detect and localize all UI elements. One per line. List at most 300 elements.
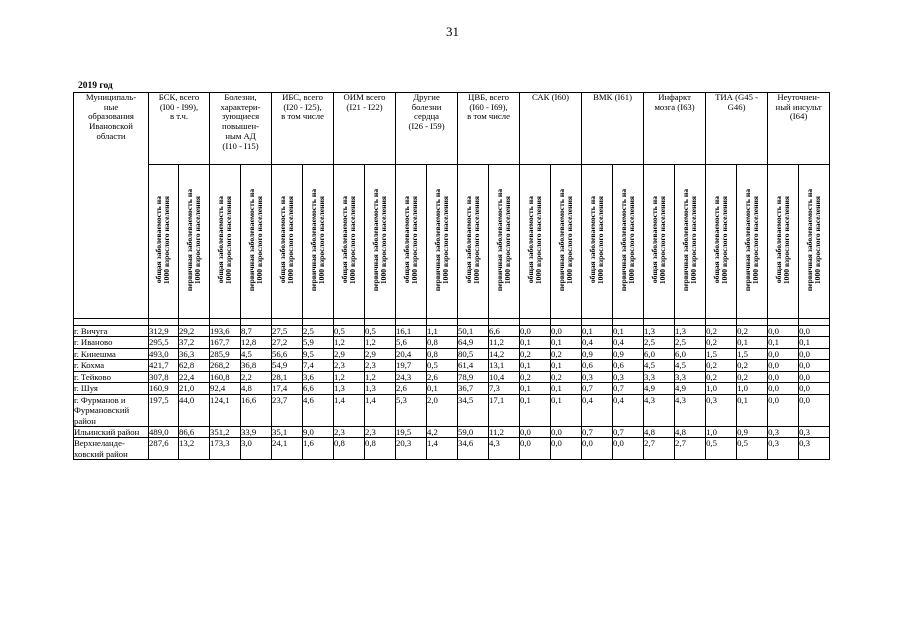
group-header-line: сердца xyxy=(414,111,440,122)
group-header xyxy=(458,93,520,165)
rotated-header-line: 1000 взрослого населения xyxy=(534,196,544,285)
table-cell: 34,6 xyxy=(458,438,489,460)
table-cell: 0,2 xyxy=(737,371,768,382)
table-cell: 19,5 xyxy=(396,426,427,437)
table-cell: 1,3 xyxy=(644,326,675,337)
table-cell: 0,1 xyxy=(737,337,768,348)
primary-morbidity-header xyxy=(427,165,458,319)
rotated-header-line: 1000 взрослого населения xyxy=(751,196,761,285)
group-header xyxy=(644,93,706,165)
table-cell: 193,6 xyxy=(210,326,241,337)
table-cell: 0,7 xyxy=(582,383,613,394)
spacer-cell xyxy=(303,319,334,326)
group-header xyxy=(520,93,582,165)
table-cell: 19,7 xyxy=(396,360,427,371)
table-cell: 1,1 xyxy=(427,326,458,337)
rotated-header-line: общая заболеваемость на xyxy=(339,196,349,284)
rotated-header-line: общая заболеваемость на xyxy=(277,196,287,284)
rotated-header-text xyxy=(403,196,419,284)
primary-morbidity-header xyxy=(737,165,768,319)
municipality-name: г. Иваново xyxy=(74,337,149,348)
table-cell: 56,6 xyxy=(272,348,303,359)
spacer-cell xyxy=(706,319,737,326)
table-cell: 0,1 xyxy=(582,326,613,337)
rotated-header-line: 1000 взрослого населения xyxy=(348,196,358,285)
table-cell: 0,2 xyxy=(737,360,768,371)
table-cell: 0,2 xyxy=(706,337,737,348)
table-cell: 489,0 xyxy=(149,426,179,437)
group-header-line: ный инсульт xyxy=(775,101,822,112)
table-cell: 0,0 xyxy=(799,394,830,426)
table-cell: 50,1 xyxy=(458,326,489,337)
rotated-header-line: первичная заболеваемость на xyxy=(494,189,504,292)
spacer-cell xyxy=(551,319,582,326)
group-header-line: Неуточнен- xyxy=(777,92,820,102)
table-cell: 2,3 xyxy=(334,360,365,371)
table-cell: 0,3 xyxy=(706,394,737,426)
table-cell: 0,0 xyxy=(799,383,830,394)
general-morbidity-header xyxy=(149,165,179,319)
table-cell: 0,0 xyxy=(520,426,551,437)
rotated-header-text xyxy=(620,189,636,291)
table-cell: 0,2 xyxy=(551,371,582,382)
group-header xyxy=(582,93,644,165)
rotated-header-line: 1000 взрослого населения xyxy=(193,196,202,285)
table-cell: 92,4 xyxy=(210,383,241,394)
group-header xyxy=(149,93,210,165)
table-cell: 1,2 xyxy=(334,371,365,382)
table-cell: 29,2 xyxy=(179,326,210,337)
table-cell: 0,3 xyxy=(799,426,830,437)
subheader-row xyxy=(74,165,830,319)
municipality-header-line: Муниципаль- xyxy=(85,92,137,102)
table-cell: 5,3 xyxy=(396,394,427,426)
rotated-header-line: 1000 взрослого населения xyxy=(782,196,792,285)
group-header-line: характери- xyxy=(220,101,261,112)
group-header-line: Болезни, xyxy=(224,92,257,102)
rotated-header-text xyxy=(279,196,295,284)
table-cell: 0,0 xyxy=(768,348,799,359)
table-cell: 295,5 xyxy=(149,337,179,348)
rotated-header-line: общая заболеваемость на xyxy=(215,196,225,284)
rotated-header-line: 1000 взрослого населения xyxy=(472,196,482,285)
table-cell: 0,5 xyxy=(365,326,396,337)
municipality-name: г. Фурманов и Фурмановский район xyxy=(74,394,149,426)
group-header-line: (I26 - I59) xyxy=(408,121,445,132)
rotated-header-line: первичная заболеваемость на xyxy=(742,189,752,292)
rotated-header-text xyxy=(651,196,667,284)
rotated-header-text xyxy=(527,196,543,284)
table-cell: 1,4 xyxy=(365,394,396,426)
general-morbidity-header xyxy=(334,165,365,319)
table-cell: 0,8 xyxy=(427,337,458,348)
rotated-header-line: первичная заболеваемость на xyxy=(680,189,690,292)
municipality-header-line: Ивановской xyxy=(89,121,133,132)
table-cell: 0,2 xyxy=(520,348,551,359)
municipality-header-line: образования xyxy=(88,111,134,122)
municipality-name: Ильинский район xyxy=(74,426,149,437)
rotated-header-line: 1000 взрослого населения xyxy=(224,196,234,285)
table-cell: 11,2 xyxy=(489,426,520,437)
table-cell: 1,4 xyxy=(334,394,365,426)
table-cell: 1,5 xyxy=(737,348,768,359)
table-cell: 4,5 xyxy=(675,360,706,371)
table-cell: 4,9 xyxy=(644,383,675,394)
general-morbidity-header xyxy=(210,165,241,319)
table-cell: 2,0 xyxy=(427,394,458,426)
table-cell: 0,1 xyxy=(768,337,799,348)
spacer-cell xyxy=(241,319,272,326)
table-cell: 78,9 xyxy=(458,371,489,382)
group-header xyxy=(396,93,458,165)
table-cell: 34,5 xyxy=(458,394,489,426)
table-cell: 0,9 xyxy=(613,348,644,359)
table-cell: 23,7 xyxy=(272,394,303,426)
rotated-header-line: 1000 взрослого населения xyxy=(162,196,172,285)
table-cell: 11,2 xyxy=(489,337,520,348)
morbidity-table xyxy=(73,92,830,460)
table-cell: 10,4 xyxy=(489,371,520,382)
table-cell: 61,4 xyxy=(458,360,489,371)
group-header xyxy=(334,93,396,165)
primary-morbidity-header xyxy=(489,165,520,319)
group-header xyxy=(706,93,768,165)
spacer-cell xyxy=(396,319,427,326)
spacer-cell xyxy=(768,319,799,326)
table-cell: 0,1 xyxy=(613,326,644,337)
rotated-header-text xyxy=(155,196,171,284)
table-cell: 0,0 xyxy=(551,326,582,337)
group-header-line: мозга (I63) xyxy=(654,101,695,112)
rotated-header-line: 1000 взрослого населения xyxy=(503,196,513,285)
table-cell: 173,3 xyxy=(210,438,241,460)
table-cell: 3,0 xyxy=(241,438,272,460)
group-header-line: в том числе xyxy=(467,111,510,122)
table-cell: 6,0 xyxy=(644,348,675,359)
rotated-header-text xyxy=(558,189,574,291)
primary-morbidity-header xyxy=(179,165,210,319)
spacer-cell xyxy=(582,319,613,326)
table-cell: 124,1 xyxy=(210,394,241,426)
table-cell: 7,4 xyxy=(303,360,334,371)
table-cell: 2,3 xyxy=(334,426,365,437)
table-cell: 0,4 xyxy=(582,394,613,426)
spacer-cell xyxy=(272,319,303,326)
table-cell: 0,1 xyxy=(551,383,582,394)
table-cell: 4,2 xyxy=(427,426,458,437)
spacer-cell xyxy=(210,319,241,326)
table-cell: 0,1 xyxy=(520,383,551,394)
group-header-line: САК (I60) xyxy=(532,92,570,102)
rotated-header-line: 1000 взрослого населения xyxy=(720,196,730,285)
table-cell: 35,1 xyxy=(272,426,303,437)
year-label: 2019 год xyxy=(78,81,113,91)
table-cell: 0,5 xyxy=(737,438,768,460)
primary-morbidity-header xyxy=(675,165,706,319)
table-cell: 0,5 xyxy=(334,326,365,337)
municipality-name: г. Кохма xyxy=(74,360,149,371)
group-header-line: зующиеся xyxy=(221,111,260,122)
table-cell: 268,2 xyxy=(210,360,241,371)
table-cell: 0,2 xyxy=(551,348,582,359)
spacer-cell xyxy=(520,319,551,326)
table-cell: 0,6 xyxy=(613,360,644,371)
general-morbidity-header xyxy=(706,165,737,319)
table-cell: 3,3 xyxy=(675,371,706,382)
group-header-line: ТИА (G45 - xyxy=(715,92,759,102)
rotated-header-line: 1000 взрослого населения xyxy=(286,196,296,285)
table-cell: 0,0 xyxy=(799,326,830,337)
table-cell: 16,1 xyxy=(396,326,427,337)
table-cell: 0,0 xyxy=(582,438,613,460)
table-cell: 0,3 xyxy=(582,371,613,382)
table-cell: 6,6 xyxy=(489,326,520,337)
table-cell: 0,1 xyxy=(520,394,551,426)
rotated-header-line: первичная заболеваемость на xyxy=(618,189,628,292)
table-cell: 285,9 xyxy=(210,348,241,359)
rotated-header-text xyxy=(682,189,698,291)
primary-morbidity-header xyxy=(799,165,830,319)
rotated-header-line: первичная заболеваемость на xyxy=(370,189,380,292)
table-cell: 1,0 xyxy=(706,383,737,394)
table-cell: 36,8 xyxy=(241,360,272,371)
group-header-line: ЦВБ, всего xyxy=(468,92,510,102)
table-cell: 0,8 xyxy=(427,348,458,359)
table-cell: 62,8 xyxy=(179,360,210,371)
table-cell: 4,3 xyxy=(644,394,675,426)
rotated-header-text xyxy=(744,189,760,291)
table-cell: 80,5 xyxy=(458,348,489,359)
municipality-name: г. Кинешма xyxy=(74,348,149,359)
primary-morbidity-header xyxy=(241,165,272,319)
general-morbidity-header xyxy=(272,165,303,319)
table-cell: 0,0 xyxy=(768,360,799,371)
group-header xyxy=(210,93,272,165)
table-cell: 1,2 xyxy=(365,371,396,382)
municipality-name: г. Вичуга xyxy=(74,326,149,337)
table-cell: 0,0 xyxy=(768,394,799,426)
rotated-header-line: 1000 взрослого населения xyxy=(813,196,823,285)
spacer-cell xyxy=(489,319,520,326)
table-cell: 16,6 xyxy=(241,394,272,426)
group-header-line: в т.ч. xyxy=(169,111,189,122)
table-cell: 9,0 xyxy=(303,426,334,437)
primary-morbidity-header xyxy=(303,165,334,319)
table-cell: 1,4 xyxy=(427,438,458,460)
spacer-row xyxy=(74,319,830,326)
primary-morbidity-header xyxy=(613,165,644,319)
table-cell: 0,1 xyxy=(551,360,582,371)
general-morbidity-header xyxy=(520,165,551,319)
table-cell: 2,9 xyxy=(334,348,365,359)
table-cell: 59,0 xyxy=(458,426,489,437)
table-cell: 0,0 xyxy=(551,438,582,460)
rotated-header-text xyxy=(434,189,450,291)
rotated-header-line: 1000 взрослого населения xyxy=(627,196,637,285)
table-cell: 0,3 xyxy=(768,426,799,437)
rotated-header-text xyxy=(372,189,388,291)
spacer-cell xyxy=(675,319,706,326)
table-cell: 2,7 xyxy=(675,438,706,460)
table-cell: 2,7 xyxy=(644,438,675,460)
table-cell: 0,7 xyxy=(613,426,644,437)
table-cell: 9,5 xyxy=(303,348,334,359)
primary-morbidity-header xyxy=(551,165,582,319)
group-header xyxy=(272,93,334,165)
table-cell: 2,5 xyxy=(644,337,675,348)
rotated-header-line: общая заболеваемость на xyxy=(463,196,473,284)
rotated-header-text xyxy=(589,196,605,284)
table-cell: 36,3 xyxy=(179,348,210,359)
table-cell: 2,6 xyxy=(427,371,458,382)
table-cell: 197,5 xyxy=(149,394,179,426)
primary-morbidity-header xyxy=(365,165,396,319)
group-header-line: G46) xyxy=(727,101,746,112)
table-row xyxy=(74,326,830,337)
table-cell: 0,1 xyxy=(427,383,458,394)
table-cell: 8,7 xyxy=(241,326,272,337)
rotated-header-line: 1000 взрослого населения xyxy=(255,196,265,285)
table-cell: 0,7 xyxy=(582,426,613,437)
table-cell: 17,4 xyxy=(272,383,303,394)
table-cell: 24,1 xyxy=(272,438,303,460)
spacer-cell xyxy=(334,319,365,326)
table-cell: 1,6 xyxy=(303,438,334,460)
group-header-line: ОИМ всего xyxy=(343,92,386,102)
table-cell: 13,1 xyxy=(489,360,520,371)
municipality-header-line: ные xyxy=(103,101,119,112)
rotated-header-text xyxy=(310,189,326,291)
table-cell: 5,9 xyxy=(303,337,334,348)
table-row xyxy=(74,426,830,437)
group-header-line: ВМК (I61) xyxy=(593,92,632,102)
table-cell: 22,4 xyxy=(179,371,210,382)
spacer-cell xyxy=(179,319,210,326)
group-header-line: болезни xyxy=(411,101,442,112)
general-morbidity-header xyxy=(582,165,613,319)
table-cell: 287,6 xyxy=(149,438,179,460)
table-cell: 0,2 xyxy=(706,326,737,337)
rotated-header-line: первичная заболеваемость на xyxy=(556,189,566,292)
table-cell: 20,4 xyxy=(396,348,427,359)
table-cell: 0,1 xyxy=(737,394,768,426)
table-cell: 1,2 xyxy=(334,337,365,348)
table-cell: 0,0 xyxy=(520,438,551,460)
table-cell: 4,8 xyxy=(644,426,675,437)
group-header-line: (I10 - I15) xyxy=(222,140,259,151)
rotated-header-text xyxy=(775,196,791,284)
table-cell: 1,0 xyxy=(706,426,737,437)
table-cell: 0,1 xyxy=(551,337,582,348)
group-header-line: (I60 - I69), xyxy=(469,101,508,112)
table-cell: 3,6 xyxy=(303,371,334,382)
spacer-cell xyxy=(74,319,149,326)
table-cell: 37,2 xyxy=(179,337,210,348)
table-cell: 2,2 xyxy=(241,371,272,382)
table-cell: 13,2 xyxy=(179,438,210,460)
rotated-header-line: общая заболеваемость на xyxy=(154,196,164,284)
general-morbidity-header xyxy=(644,165,675,319)
general-morbidity-header xyxy=(396,165,427,319)
spacer-cell xyxy=(613,319,644,326)
table-cell: 5,6 xyxy=(396,337,427,348)
table-cell: 0,0 xyxy=(613,438,644,460)
table-cell: 0,0 xyxy=(768,371,799,382)
table-cell: 160,8 xyxy=(210,371,241,382)
table-cell: 2,5 xyxy=(303,326,334,337)
rotated-header-text xyxy=(496,189,512,291)
group-header-line: (I21 - I22) xyxy=(346,101,383,112)
table-cell: 0,0 xyxy=(799,360,830,371)
table-cell: 0,1 xyxy=(551,394,582,426)
table-row xyxy=(74,371,830,382)
table-cell: 2,3 xyxy=(365,360,396,371)
table-cell: 0,9 xyxy=(737,426,768,437)
table-cell: 1,5 xyxy=(706,348,737,359)
rotated-header-line: первичная заболеваемость на xyxy=(308,189,318,292)
table-cell: 21,0 xyxy=(179,383,210,394)
table-cell: 351,2 xyxy=(210,426,241,437)
rotated-header-line: общая заболеваемость на xyxy=(401,196,411,284)
group-header-line: (I64) xyxy=(789,111,808,122)
spacer-cell xyxy=(458,319,489,326)
rotated-header-line: 1000 взрослого населения xyxy=(565,196,575,285)
rotated-header-text xyxy=(465,196,481,284)
table-cell: 0,5 xyxy=(427,360,458,371)
table-cell: 0,0 xyxy=(768,383,799,394)
municipality-header-line: области xyxy=(96,130,126,141)
rotated-header-line: 1000 взрослого населения xyxy=(410,196,420,285)
table-cell: 0,1 xyxy=(520,360,551,371)
table-cell: 1,3 xyxy=(365,383,396,394)
table-cell: 24,3 xyxy=(396,371,427,382)
table-cell: 0,0 xyxy=(551,426,582,437)
table-cell: 17,1 xyxy=(489,394,520,426)
table-cell: 44,0 xyxy=(179,394,210,426)
table-cell: 0,5 xyxy=(706,438,737,460)
rotated-header-line: общая заболеваемость на xyxy=(649,196,659,284)
table-cell: 6,6 xyxy=(303,383,334,394)
table-cell: 1,0 xyxy=(737,383,768,394)
rotated-header-line: первичная заболеваемость на xyxy=(804,189,814,292)
group-header-line: Другие xyxy=(413,92,440,102)
table-cell: 0,3 xyxy=(799,438,830,460)
group-header-line: БСК, всего xyxy=(158,92,200,102)
rotated-header-line: 1000 взрослого населения xyxy=(596,196,606,285)
table-cell: 493,0 xyxy=(149,348,179,359)
rotated-header-line: 1000 взрослого населения xyxy=(317,196,327,285)
table-cell: 0,2 xyxy=(737,326,768,337)
table-cell: 0,4 xyxy=(582,337,613,348)
rotated-header-text xyxy=(217,196,233,284)
group-header-line: (I00 - I99), xyxy=(159,101,199,112)
table-cell: 312,9 xyxy=(149,326,179,337)
rotated-header-line: первичная заболеваемость на xyxy=(184,189,194,292)
table-cell: 2,5 xyxy=(675,337,706,348)
rotated-header-text xyxy=(248,189,264,291)
group-header-line: ным АД xyxy=(225,130,256,141)
group-header-line: ИБС, всего xyxy=(282,92,323,102)
group-header-row xyxy=(74,93,830,165)
table-cell: 4,6 xyxy=(303,394,334,426)
table-cell: 27,2 xyxy=(272,337,303,348)
table-cell: 1,3 xyxy=(334,383,365,394)
spacer-cell xyxy=(644,319,675,326)
page-number: 31 xyxy=(446,24,459,39)
table-cell: 0,0 xyxy=(799,348,830,359)
rotated-header-line: общая заболеваемость на xyxy=(525,196,535,284)
table-cell: 28,1 xyxy=(272,371,303,382)
